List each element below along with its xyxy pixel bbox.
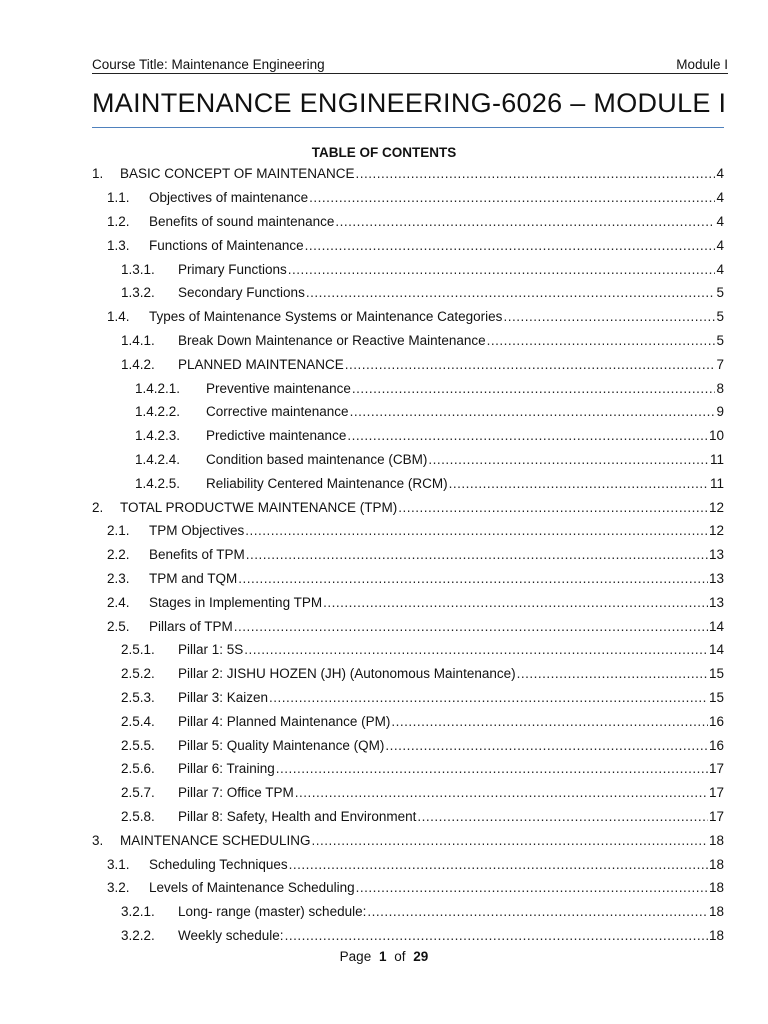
toc-dot-leader xyxy=(517,666,708,681)
footer-of: of xyxy=(394,949,406,964)
toc-dot-leader xyxy=(356,166,716,181)
toc-dot-leader xyxy=(269,690,708,705)
toc-entry-title[interactable]: Pillar 2: JISHU HOZEN (JH) (Autonomous Maintenance) xyxy=(178,666,516,682)
toc-entry-page[interactable]: 4 xyxy=(716,190,724,206)
toc-entry[interactable] xyxy=(92,162,724,186)
toc-entry-number: 1.4.2.1. xyxy=(135,380,181,396)
toc-dot-leader xyxy=(246,547,708,562)
toc-entry-title[interactable]: Weekly schedule: xyxy=(178,927,284,943)
toc-entry[interactable] xyxy=(92,828,724,852)
toc-entry[interactable] xyxy=(92,733,724,757)
toc-entry-number: 1.1. xyxy=(107,190,130,206)
toc-dot-leader xyxy=(295,785,708,800)
toc-entry[interactable] xyxy=(92,852,724,876)
toc-entry-number: 2.5.6. xyxy=(121,761,155,777)
toc-dot-leader xyxy=(428,452,709,467)
toc-entry[interactable] xyxy=(92,281,724,305)
toc-entry-number: 2.2. xyxy=(107,547,130,563)
toc-entry[interactable] xyxy=(92,305,724,329)
toc-entry-page[interactable]: 17 xyxy=(708,808,724,824)
toc-entry-page[interactable]: 13 xyxy=(708,570,724,586)
toc-dot-leader xyxy=(352,381,716,396)
toc-entry-page[interactable]: 10 xyxy=(708,428,724,444)
toc-entry-title[interactable]: Reliability Centered Maintenance (RCM) xyxy=(206,475,448,491)
toc-dot-leader xyxy=(417,809,708,824)
toc-entry-page[interactable]: 12 xyxy=(708,523,724,539)
toc-dot-leader xyxy=(306,285,716,300)
toc-entry[interactable] xyxy=(92,329,724,353)
toc-entry-title[interactable]: Pillar 8: Safety, Health and Environment xyxy=(178,808,417,824)
toc-entry-number: 2.5.4. xyxy=(121,713,155,729)
toc-entry-number: 2. xyxy=(92,499,104,515)
toc-entry-page[interactable]: 9 xyxy=(716,404,724,420)
toc-entry-page[interactable]: 17 xyxy=(708,761,724,777)
toc-dot-leader xyxy=(288,262,716,277)
toc-dot-leader xyxy=(487,333,716,348)
toc-entry-page[interactable]: 5 xyxy=(716,332,724,348)
toc-entry-title[interactable]: Pillar 6: Training xyxy=(178,761,275,777)
toc-dot-leader xyxy=(285,928,708,943)
toc-dot-leader xyxy=(345,357,716,372)
toc-entry-number: 2.1. xyxy=(107,523,130,539)
toc-dot-leader xyxy=(503,309,715,324)
footer-current-page: 1 xyxy=(378,949,387,964)
toc-entry-number: 1.3.1. xyxy=(121,261,155,277)
toc-entry[interactable] xyxy=(92,519,724,543)
table-of-contents xyxy=(92,162,724,947)
toc-entry-title[interactable]: Secondary Functions xyxy=(178,285,305,301)
toc-entry-page[interactable]: 14 xyxy=(708,642,724,658)
toc-entry-page[interactable]: 8 xyxy=(716,380,724,396)
toc-entry[interactable] xyxy=(92,662,724,686)
toc-dot-leader xyxy=(244,642,708,657)
toc-entry-page[interactable]: 11 xyxy=(709,475,724,491)
toc-entry[interactable] xyxy=(92,471,724,495)
toc-entry[interactable] xyxy=(92,638,724,662)
toc-entry[interactable] xyxy=(92,424,724,448)
toc-entry-page[interactable]: 4 xyxy=(716,237,724,253)
toc-entry-title[interactable]: Scheduling Techniques xyxy=(149,856,288,872)
toc-entry-page[interactable]: 18 xyxy=(708,856,724,872)
toc-entry-title[interactable]: Condition based maintenance (CBM) xyxy=(206,451,428,467)
toc-dot-leader xyxy=(238,571,708,586)
toc-entry[interactable] xyxy=(92,186,724,210)
toc-entry-number: 1. xyxy=(92,166,104,182)
toc-entry-title[interactable]: Long- range (master) schedule: xyxy=(178,904,367,920)
toc-entry-page[interactable]: 18 xyxy=(708,880,724,896)
toc-entry-number: 2.5.7. xyxy=(121,785,155,801)
toc-dot-leader xyxy=(234,619,708,634)
page-footer xyxy=(0,949,768,964)
toc-entry[interactable] xyxy=(92,352,724,376)
toc-entry-page[interactable]: 18 xyxy=(708,904,724,920)
toc-entry[interactable] xyxy=(92,590,724,614)
toc-entry-page[interactable]: 15 xyxy=(708,689,724,705)
footer-prefix: Page xyxy=(339,949,372,964)
toc-entry-title[interactable]: Functions of Maintenance xyxy=(149,237,304,253)
toc-entry-number: 3. xyxy=(92,832,104,848)
toc-entry-title[interactable]: TOTAL PRODUCTWE MAINTENANCE (TPM) xyxy=(120,499,398,515)
toc-entry-title[interactable]: Benefits of sound maintenance xyxy=(149,213,335,229)
toc-entry-page[interactable]: 11 xyxy=(709,451,724,467)
toc-entry-page[interactable]: 4 xyxy=(716,166,724,182)
toc-dot-leader xyxy=(385,738,708,753)
toc-dot-leader xyxy=(335,214,715,229)
toc-entry-page[interactable]: 18 xyxy=(708,832,724,848)
toc-entry-title[interactable]: Objectives of maintenance xyxy=(149,190,309,206)
toc-entry-number: 1.4.2.4. xyxy=(135,451,181,467)
toc-entry-number: 1.4.2.2. xyxy=(135,404,181,420)
toc-entry-page[interactable]: 5 xyxy=(716,309,724,325)
header-module: Module I xyxy=(676,57,728,72)
toc-entry-number: 2.5.3. xyxy=(121,689,155,705)
toc-entry-page[interactable]: 15 xyxy=(708,666,724,682)
toc-entry-title[interactable]: Preventive maintenance xyxy=(206,380,351,396)
toc-entry-page[interactable]: 18 xyxy=(708,927,724,943)
toc-entry-page[interactable]: 14 xyxy=(708,618,724,634)
toc-entry[interactable] xyxy=(92,686,724,710)
title-underline xyxy=(92,127,724,128)
toc-entry-number: 1.3.2. xyxy=(121,285,155,301)
toc-entry-title[interactable]: Primary Functions xyxy=(178,261,287,277)
toc-entry[interactable] xyxy=(92,805,724,829)
toc-entry[interactable] xyxy=(92,757,724,781)
toc-dot-leader xyxy=(305,238,716,253)
toc-entry-number: 1.4.2.5. xyxy=(135,475,181,491)
toc-entry-number: 1.4.1. xyxy=(121,332,155,348)
toc-dot-leader xyxy=(449,476,709,491)
toc-dot-leader xyxy=(367,904,708,919)
toc-entry-number: 3.1. xyxy=(107,856,130,872)
toc-entry[interactable] xyxy=(92,924,724,948)
toc-entry-title[interactable]: Pillar 5: Quality Maintenance (QM) xyxy=(178,737,385,753)
toc-entry[interactable] xyxy=(92,448,724,472)
toc-entry-page[interactable]: 4 xyxy=(716,213,724,229)
toc-entry[interactable] xyxy=(92,876,724,900)
toc-dot-leader xyxy=(276,761,708,776)
toc-entry-number: 2.3. xyxy=(107,570,130,586)
toc-entry[interactable] xyxy=(92,257,724,281)
toc-entry-title[interactable]: MAINTENANCE SCHEDULING xyxy=(120,832,311,848)
toc-entry[interactable] xyxy=(92,376,724,400)
toc-entry-number: 1.3. xyxy=(107,237,130,253)
page-header xyxy=(92,57,728,74)
toc-entry-page[interactable]: 7 xyxy=(716,356,724,372)
toc-entry[interactable] xyxy=(92,781,724,805)
toc-entry-title[interactable]: TPM Objectives xyxy=(149,523,245,539)
toc-entry[interactable] xyxy=(92,495,724,519)
toc-entry-title[interactable]: Pillar 3: Kaizen xyxy=(178,689,269,705)
toc-entry-number: 2.5.8. xyxy=(121,808,155,824)
toc-entry-number: 3.2. xyxy=(107,880,130,896)
toc-entry-page[interactable]: 12 xyxy=(708,499,724,515)
toc-entry-number: 1.4.2.3. xyxy=(135,428,181,444)
toc-entry-number: 1.4.2. xyxy=(121,356,155,372)
toc-entry-number: 2.5.1. xyxy=(121,642,155,658)
toc-entry-title[interactable]: Corrective maintenance xyxy=(206,404,349,420)
toc-entry[interactable] xyxy=(92,709,724,733)
toc-dot-leader xyxy=(245,523,708,538)
toc-entry-title[interactable]: Levels of Maintenance Scheduling xyxy=(149,880,355,896)
toc-entry-title[interactable]: PLANNED MAINTENANCE xyxy=(178,356,344,372)
toc-entry-title[interactable]: Stages in Implementing TPM xyxy=(149,594,323,610)
toc-entry-title[interactable]: Benefits of TPM xyxy=(149,547,245,563)
toc-dot-leader xyxy=(323,595,708,610)
toc-entry-title[interactable]: Pillars of TPM xyxy=(149,618,233,634)
toc-dot-leader xyxy=(350,404,716,419)
toc-entry-page[interactable]: 16 xyxy=(708,713,724,729)
header-course-title: Course Title: Maintenance Engineering xyxy=(92,57,325,72)
toc-dot-leader xyxy=(398,500,708,515)
toc-entry-number: 1.2. xyxy=(107,213,130,229)
toc-dot-leader xyxy=(356,880,708,895)
toc-entry-number: 2.5. xyxy=(107,618,130,634)
toc-entry-page[interactable]: 13 xyxy=(708,547,724,563)
toc-entry-title[interactable]: Predictive maintenance xyxy=(206,428,347,444)
toc-entry-title[interactable]: Break Down Maintenance or Reactive Maintenance xyxy=(178,332,486,348)
toc-entry[interactable] xyxy=(92,543,724,567)
toc-entry-title[interactable]: Pillar 4: Planned Maintenance (PM) xyxy=(178,713,391,729)
toc-entry-number: 2.5.5. xyxy=(121,737,155,753)
toc-entry[interactable] xyxy=(92,233,724,257)
toc-entry-title[interactable]: Pillar 1: 5S xyxy=(178,642,244,658)
toc-entry[interactable] xyxy=(92,567,724,591)
document-title: MAINTENANCE ENGINEERING-6026 – MODULE I xyxy=(92,88,727,118)
toc-entry[interactable] xyxy=(92,210,724,234)
toc-entry-number: 3.2.2. xyxy=(121,927,155,943)
footer-total-pages: 29 xyxy=(413,949,429,964)
toc-entry-number: 2.5.2. xyxy=(121,666,155,682)
toc-dot-leader xyxy=(309,190,715,205)
toc-entry-title[interactable]: BASIC CONCEPT OF MAINTENANCE xyxy=(120,166,355,182)
toc-heading: TABLE OF CONTENTS xyxy=(311,145,457,160)
toc-entry[interactable] xyxy=(92,900,724,924)
toc-entry-number: 1.4. xyxy=(107,309,130,325)
toc-entry-title[interactable]: TPM and TQM xyxy=(149,570,238,586)
toc-entry[interactable] xyxy=(92,614,724,638)
toc-entry-title[interactable]: Types of Maintenance Systems or Maintenance Categories xyxy=(149,309,503,325)
toc-entry-page[interactable]: 4 xyxy=(716,261,724,277)
toc-entry-page[interactable]: 17 xyxy=(708,785,724,801)
toc-dot-leader xyxy=(312,833,708,848)
toc-dot-leader xyxy=(289,857,708,872)
toc-entry[interactable] xyxy=(92,400,724,424)
toc-entry-title[interactable]: Pillar 7: Office TPM xyxy=(178,785,294,801)
toc-entry-number: 3.2.1. xyxy=(121,904,155,920)
toc-entry-page[interactable]: 16 xyxy=(708,737,724,753)
toc-entry-number: 2.4. xyxy=(107,594,130,610)
toc-dot-leader xyxy=(391,714,708,729)
toc-entry-page[interactable]: 5 xyxy=(716,285,724,301)
toc-dot-leader xyxy=(347,428,708,443)
toc-entry-page[interactable]: 13 xyxy=(708,594,724,610)
